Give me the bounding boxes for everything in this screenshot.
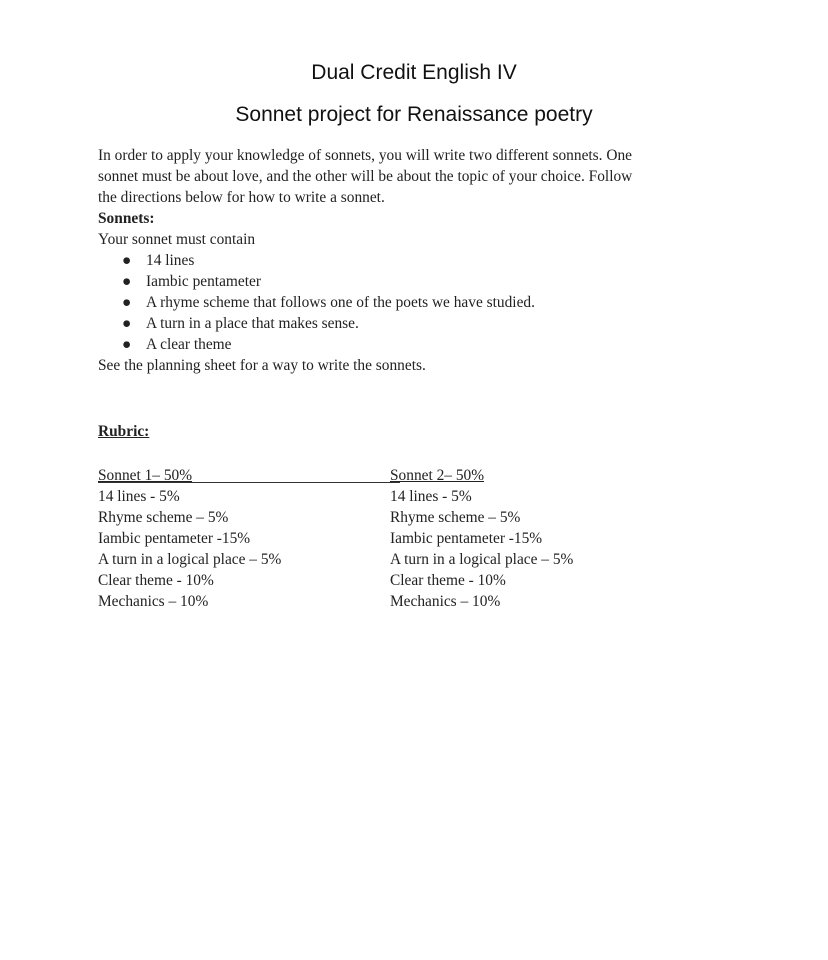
rubric-item: Mechanics – 10%	[390, 593, 501, 610]
rubric-heading: Rubric:	[98, 423, 150, 440]
rubric-column-header: Sonnet 2– 50%	[390, 467, 485, 484]
bullet-icon: ●	[122, 315, 132, 332]
rubric-item: Iambic pentameter -15%	[98, 530, 251, 547]
requirement-item: ● 14 lines	[122, 252, 195, 269]
planning-note: See the planning sheet for a way to write the sonnets.	[98, 357, 426, 374]
requirements-intro: Your sonnet must contain	[98, 231, 256, 248]
rubric-item: Clear theme - 10%	[390, 572, 506, 589]
intro-section	[98, 145, 738, 376]
bullet-icon: ●	[122, 273, 132, 290]
rubric-item: Mechanics – 10%	[98, 593, 209, 610]
intro-line: sonnet must be about love, and the other will be about the topic of your choice. Follow	[98, 168, 633, 185]
bullet-icon: ●	[122, 252, 132, 269]
requirement-item: ● Iambic pentameter	[122, 273, 261, 290]
document-title: Dual Credit English IV	[311, 61, 517, 84]
sonnets-heading: Sonnets:	[98, 210, 155, 227]
intro-line: In order to apply your knowledge of sonnets, you will write two different sonnets. One	[98, 147, 633, 164]
rubric-item: 14 lines - 5%	[98, 488, 180, 505]
rubric-item: A turn in a logical place – 5%	[98, 551, 282, 568]
rubric-item: Rhyme scheme – 5%	[390, 509, 521, 526]
document-subtitle: Sonnet project for Renaissance poetry	[235, 103, 593, 126]
rubric-item: Clear theme - 10%	[98, 572, 214, 589]
rubric-item: A turn in a logical place – 5%	[390, 551, 574, 568]
rubric-column-sonnet-2	[390, 465, 573, 612]
requirement-item: ● A clear theme	[122, 336, 232, 353]
rubric-item: Rhyme scheme – 5%	[98, 509, 229, 526]
rubric-item: Iambic pentameter -15%	[390, 530, 543, 547]
requirement-item: ● A turn in a place that makes sense.	[122, 315, 359, 332]
intro-line: the directions below for how to write a sonnet.	[98, 189, 385, 206]
rubric-column-header: Sonnet 1– 50%	[98, 467, 193, 484]
bullet-icon: ●	[122, 294, 132, 311]
bullet-icon: ●	[122, 336, 132, 353]
requirement-item: ● A rhyme scheme that follows one of the poets we have studied.	[122, 294, 535, 311]
requirements-list	[98, 250, 738, 355]
rubric-column-sonnet-1	[98, 465, 281, 612]
rubric-item: 14 lines - 5%	[390, 488, 472, 505]
